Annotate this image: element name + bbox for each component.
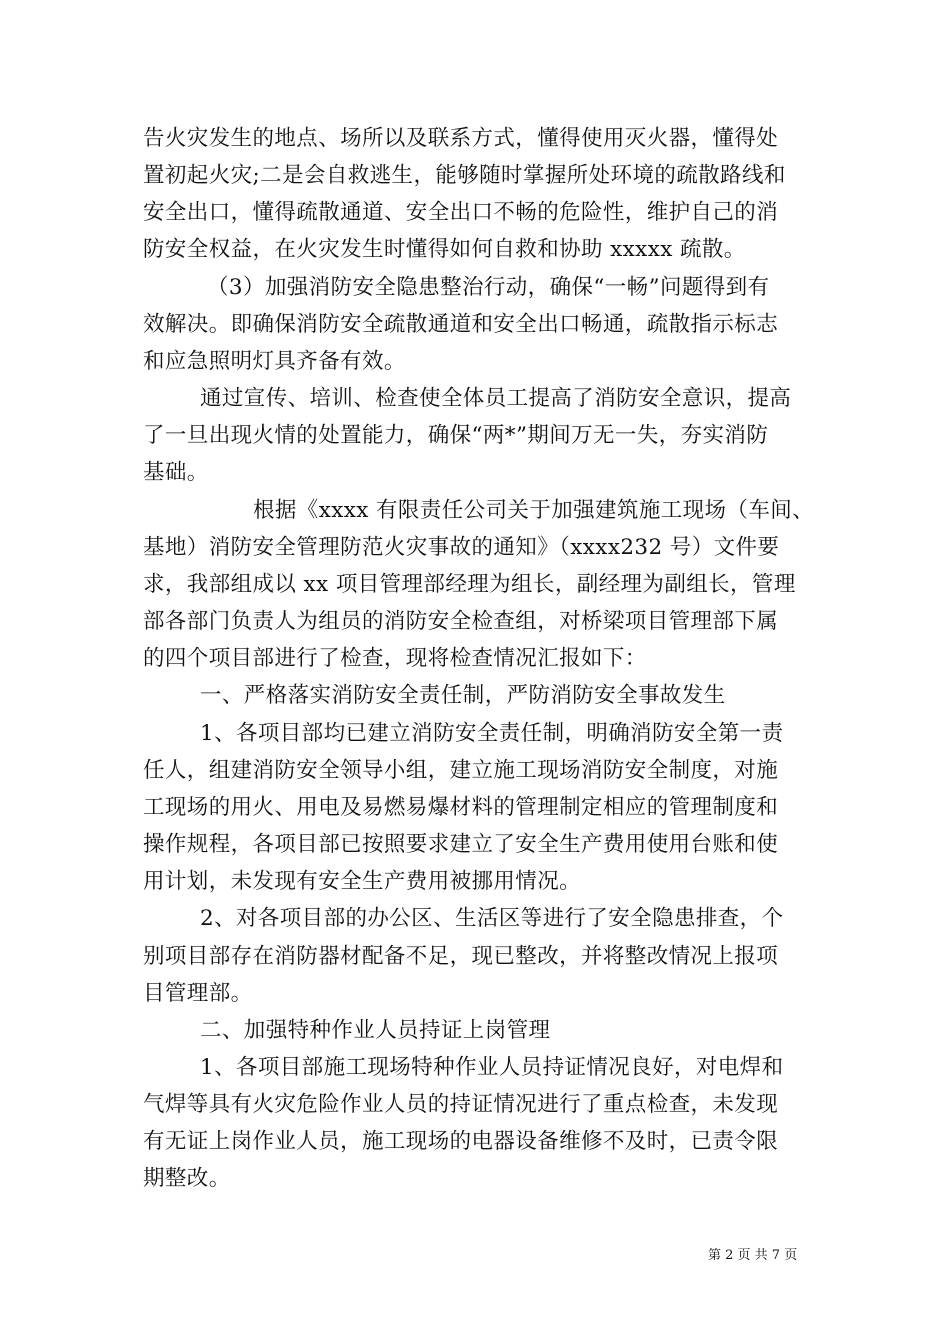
text-line: 告火灾发生的地点、场所以及联系方式，懂得使用灭火器，懂得处: [143, 126, 779, 151]
text-line: 基础。: [143, 460, 209, 485]
text-line: 用计划，未发现有安全生产费用被挪用情况。: [143, 869, 582, 894]
text-line: 期整改。: [143, 1166, 231, 1191]
text-line: 基地）消防安全管理防范火灾事故的通知》（xxxx232 号）文件要: [143, 535, 780, 560]
text-line: 目管理部。: [143, 981, 253, 1006]
text-line: 2、对各项目部的办公区、生活区等进行了安全隐患排查，个: [200, 906, 784, 931]
text-line: 1、各项目部施工现场特种作业人员持证情况良好，对电焊和: [200, 1055, 784, 1080]
text-line: 了一旦出现火情的处置能力，确保“两*”期间万无一失，夯实消防: [143, 423, 769, 448]
text-line: 求，我部组成以 xx 项目管理部经理为组长，副经理为副组长，管理: [143, 572, 796, 597]
text-line: 根据《xxxx 有限责任公司关于加强建筑施工现场（车间、: [253, 498, 815, 523]
text-line: 效解决。即确保消防安全疏散通道和安全出口畅通，疏散指示标志: [143, 312, 779, 337]
text-line: 的四个项目部进行了检查，现将检查情况汇报如下：: [143, 646, 647, 671]
text-line: 防安全权益，在火灾发生时懂得如何自救和协助 xxxxx 疏散。: [143, 237, 746, 262]
text-line: 气焊等具有火灾危险作业人员的持证情况进行了重点检查，未发现: [143, 1092, 779, 1117]
text-line: 操作规程，各项目部已按照要求建立了安全生产费用使用台账和使: [143, 832, 779, 857]
text-line: 任人，组建消防安全领导小组，建立施工现场消防安全制度，对施: [143, 758, 779, 783]
text-line: 工现场的用火、用电及易燃易爆材料的管理制定相应的管理制度和: [143, 795, 779, 820]
text-line: 1、各项目部均已建立消防安全责任制，明确消防安全第一责: [200, 721, 784, 746]
text-line: 和应急照明灯具齐备有效。: [143, 349, 406, 374]
page-number: 第 2 页 共 7 页: [708, 1248, 798, 1263]
text-line: 通过宣传、培训、检查使全体员工提高了消防安全意识，提高: [200, 386, 792, 411]
text-line: 安全出口，懂得疏散通道、安全出口不畅的危险性，维护自己的消: [143, 200, 779, 225]
section-heading: 一、严格落实消防安全责任制，严防消防安全事故发生: [200, 683, 726, 708]
text-line: 置初起火灾;二是会自救逃生，能够随时掌握所处环境的疏散路线和: [143, 163, 786, 188]
text-line: 有无证上岗作业人员，施工现场的电器设备维修不及时，已责令限: [143, 1129, 779, 1154]
text-line: 部各部门负责人为组员的消防安全检查组，对桥梁项目管理部下属: [143, 609, 779, 634]
text-line: 别项目部存在消防器材配备不足，现已整改，并将整改情况上报项: [143, 944, 779, 969]
text-line: （3）加强消防安全隐患整治行动，确保“一畅”问题得到有: [207, 275, 770, 300]
section-heading: 二、加强特种作业人员持证上岗管理: [200, 1018, 551, 1043]
